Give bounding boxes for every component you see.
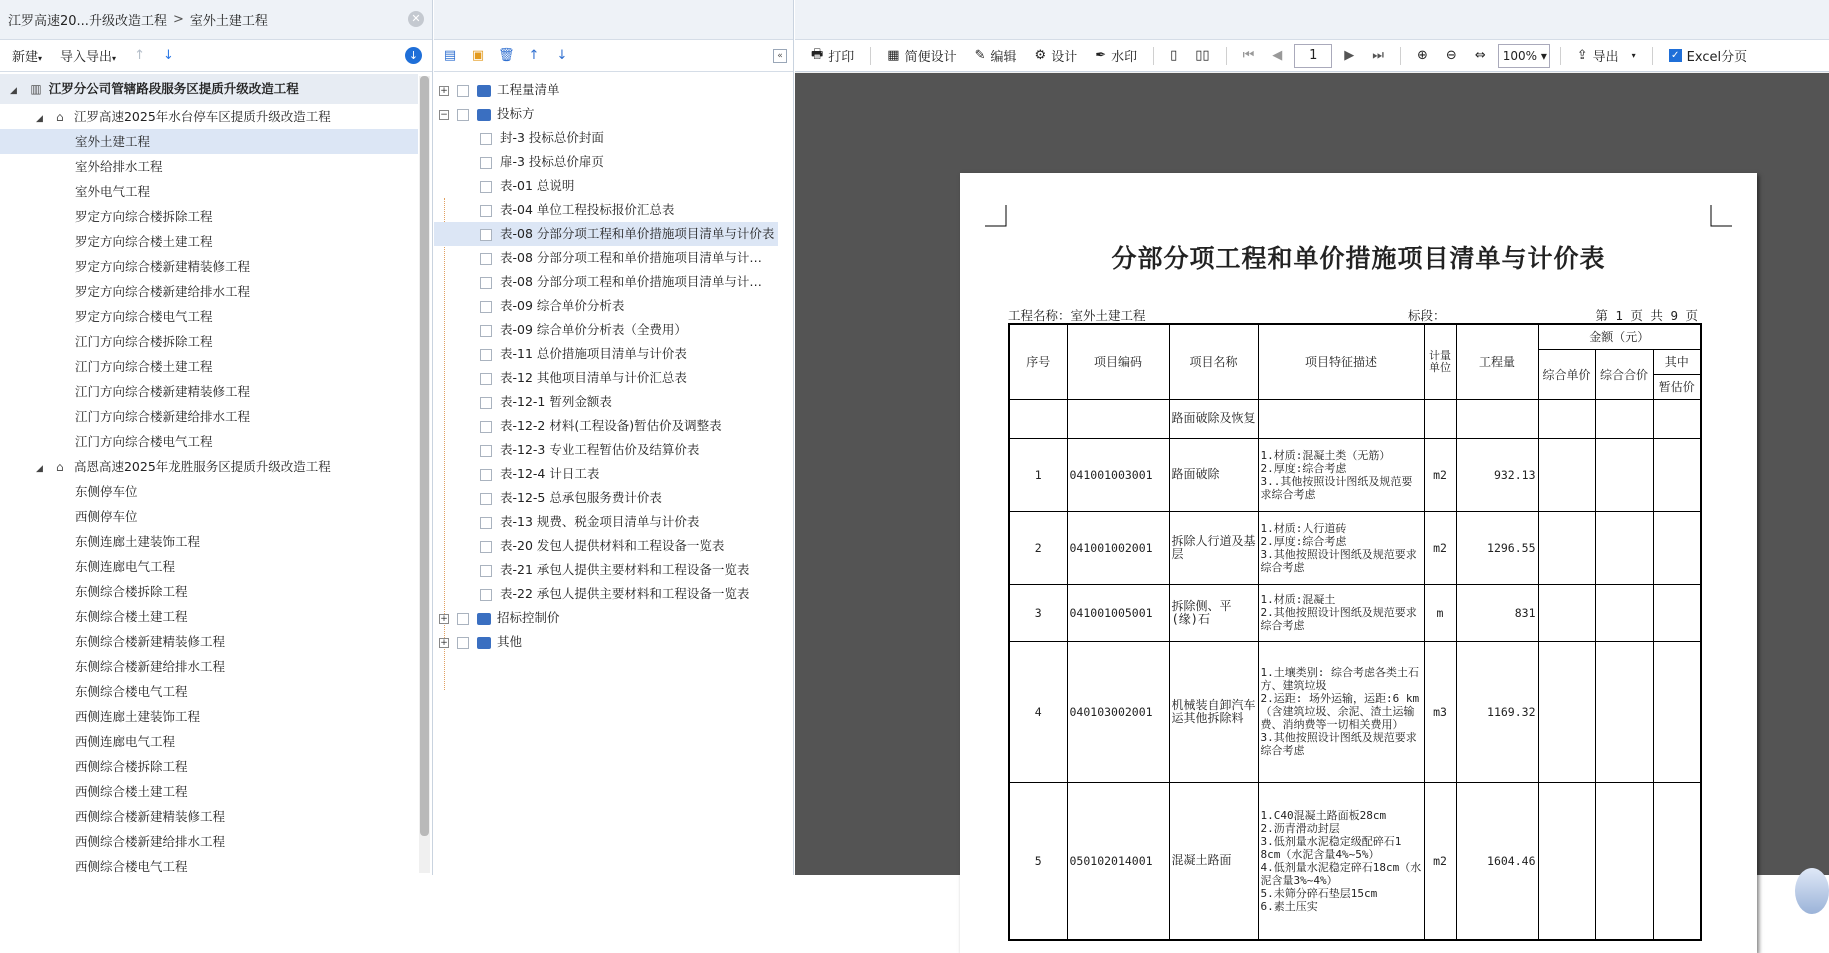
import-export-button[interactable]: 导入导出▾: [60, 50, 117, 65]
report-item[interactable]: [434, 366, 794, 390]
tree-item-label: 罗定方向综合楼新建给排水工程: [75, 284, 251, 299]
report-item-label: 表-21 承包人提供主要材料和工程设备一览表: [500, 562, 750, 577]
zoom-out-icon[interactable]: ⊖: [1445, 48, 1457, 63]
simple-design-label: 简便设计: [904, 50, 957, 65]
tree-item[interactable]: [0, 829, 418, 854]
add-report-icon[interactable]: ▤: [443, 47, 457, 63]
toolbar-divider: [1652, 47, 1653, 65]
cell-name: 拆除人行道及基层: [1169, 511, 1258, 584]
node-label: 工程量清单: [497, 82, 560, 97]
expand-icon[interactable]: +: [440, 85, 448, 96]
tree-item[interactable]: [0, 729, 418, 754]
cell-name: 机械装自卸汽车运其他拆除料: [1169, 641, 1258, 782]
delete-icon[interactable]: 🗑: [498, 47, 515, 63]
report-item-label: 表-13 规费、税金项目清单与计价表: [500, 514, 700, 529]
header-unit: 计量单位: [1424, 324, 1456, 399]
checkbox[interactable]: [480, 397, 492, 409]
checkbox[interactable]: [480, 205, 492, 217]
tree-item-label: 东侧综合楼新建给排水工程: [75, 659, 226, 674]
tree-item[interactable]: [0, 629, 418, 654]
cell-qty: 1296.55: [1456, 511, 1538, 584]
tree-item[interactable]: [0, 429, 418, 454]
cell-unit: m: [1424, 584, 1456, 641]
checkbox[interactable]: [480, 565, 492, 577]
edit-icon: ✎: [974, 48, 986, 63]
tree-item[interactable]: [0, 204, 418, 229]
checkbox[interactable]: [480, 517, 492, 529]
tree-item-label: 室外给排水工程: [75, 159, 163, 174]
tree-item[interactable]: [0, 279, 418, 304]
report-page: [960, 173, 1757, 953]
table-row: [1009, 584, 1701, 641]
scrollbar-thumb[interactable]: [420, 76, 429, 836]
report-list-panel: [434, 0, 794, 875]
report-item[interactable]: [434, 534, 794, 558]
cell-desc: 1.材质:混凝土 2.其他按照设计图纸及规范要求综合考虑: [1258, 584, 1424, 641]
header-amount: 金额（元）: [1538, 324, 1701, 349]
tree-item[interactable]: [0, 479, 418, 504]
printer-icon: 🖶: [811, 46, 824, 62]
checkbox[interactable]: [480, 325, 492, 337]
node-label: 招标控制价: [497, 610, 560, 625]
zoom-value: 100%: [1502, 48, 1538, 63]
design-grid-icon: ▦: [887, 48, 900, 63]
tree-item[interactable]: [0, 154, 418, 179]
report-item[interactable]: [434, 174, 794, 198]
cell-empty: [1653, 438, 1701, 511]
tree-item-label: 江门方向综合楼新建精装修工程: [75, 384, 251, 399]
report-item-label: 表-12-4 计日工表: [500, 466, 600, 481]
building-icon: ▥: [30, 82, 42, 96]
tree-root[interactable]: [0, 74, 418, 104]
cell-qty: 932.13: [1456, 438, 1538, 511]
export-label: 导出: [1592, 50, 1619, 65]
crop-mark: [985, 205, 1007, 227]
right-header: [795, 0, 1829, 40]
tree-item[interactable]: [0, 679, 418, 704]
report-tree: [434, 78, 794, 654]
tree-item-label: 室外土建工程: [75, 134, 151, 149]
first-page-icon[interactable]: ⏮: [1242, 48, 1255, 63]
tree-item-label: 西侧综合楼拆除工程: [75, 759, 188, 774]
header-unit-price: 综合单价: [1538, 349, 1595, 399]
cell-seq: 4: [1009, 641, 1067, 782]
breadcrumb-project[interactable]: 江罗高速20...升级改造工程: [8, 14, 167, 29]
checkbox[interactable]: [457, 613, 469, 625]
excel-paging-label: Excel分页: [1686, 50, 1748, 65]
tree-item-label: 江门方向综合楼新建给排水工程: [75, 409, 251, 424]
checkbox[interactable]: [457, 637, 469, 649]
cell-qty: 831: [1456, 584, 1538, 641]
report-item[interactable]: [434, 270, 794, 294]
report-item[interactable]: [434, 150, 794, 174]
tree-item-label: 东侧综合楼新建精装修工程: [75, 634, 226, 649]
cell-empty: [1595, 584, 1653, 641]
report-item[interactable]: [434, 486, 794, 510]
watermark-button[interactable]: [1089, 46, 1143, 65]
section-label: 标段：: [1408, 308, 1446, 323]
add-folder-icon[interactable]: ▣: [471, 47, 485, 63]
tree-group-1-label: 江罗高速2025年水台停车区提质升级改造工程: [73, 109, 331, 124]
tree-item[interactable]: [0, 579, 418, 604]
new-label: 新建: [12, 50, 39, 65]
toolbar-divider: [870, 47, 871, 65]
checkbox[interactable]: [480, 589, 492, 601]
move-up-icon[interactable]: ↑: [134, 48, 145, 63]
report-item-label: 表-01 总说明: [500, 178, 575, 193]
collapse-arrow-icon[interactable]: ◢: [36, 464, 43, 474]
tree-item-label: 西侧综合楼电气工程: [75, 859, 188, 874]
folder-icon: [477, 109, 491, 121]
edit-button[interactable]: [969, 46, 1023, 65]
crop-mark: [1710, 205, 1732, 227]
import-export-label: 导入导出: [60, 50, 113, 65]
page-info: 第 1 页 共 9 页: [1595, 308, 1698, 323]
project-panel: [0, 0, 433, 875]
check-icon: ✓: [1669, 49, 1682, 62]
checkbox[interactable]: [480, 349, 492, 361]
checkbox[interactable]: [480, 541, 492, 553]
tree-item[interactable]: [0, 379, 418, 404]
cell-desc: 1.土壤类别: 综合考虑各类土石方、建筑垃圾 2.运距: 场外运输，运距:6 km（含建筑垃圾、余泥、渣土运输费、消纳费等一切相关费用） 3.其他按照设计图纸及规范要求综合考虑: [1258, 641, 1424, 782]
cell-empty: [1595, 511, 1653, 584]
cell-unit: m2: [1424, 782, 1456, 940]
report-item[interactable]: [434, 318, 794, 342]
tree-item[interactable]: [0, 754, 418, 779]
tree-node-bill[interactable]: [434, 78, 794, 102]
checkbox[interactable]: [480, 373, 492, 385]
tree-group-2[interactable]: [0, 454, 418, 479]
folder-icon: [477, 85, 491, 97]
zoom-select[interactable]: 100% ▾: [1498, 44, 1550, 68]
fit-width-icon[interactable]: ⇔: [1474, 48, 1486, 63]
move-down-icon[interactable]: ↓: [162, 48, 174, 63]
tree-item-label: 东侧综合楼拆除工程: [75, 584, 188, 599]
report-item-label: 表-12 其他项目清单与计价汇总表: [500, 370, 687, 385]
single-page-icon[interactable]: ▯: [1170, 48, 1178, 63]
checkbox[interactable]: [480, 133, 492, 145]
tree-item-label: 江门方向综合楼电气工程: [75, 434, 213, 449]
report-item-label: 表-12-1 暂列金额表: [500, 394, 612, 409]
tree-item[interactable]: [0, 554, 418, 579]
report-item[interactable]: [434, 414, 794, 438]
report-item-label: 表-08 分部分项工程和单价措施项目清单与计价表: [500, 226, 775, 241]
tree-item-label: 罗定方向综合楼拆除工程: [75, 209, 213, 224]
cell-empty: [1653, 584, 1701, 641]
tree-item-label: 罗定方向综合楼土建工程: [75, 234, 213, 249]
watermark-label: 水印: [1111, 50, 1138, 65]
tree-item[interactable]: [0, 779, 418, 804]
report-item[interactable]: [434, 198, 794, 222]
cell-empty: [1538, 584, 1595, 641]
report-item[interactable]: [434, 222, 778, 246]
tree-node-control-price[interactable]: [434, 606, 794, 630]
header-feature: 项目特征描述: [1258, 324, 1424, 399]
tree-item-label: 罗定方向综合楼新建精装修工程: [75, 259, 251, 274]
cell-empty: [1595, 782, 1653, 940]
cell-empty: [1653, 641, 1701, 782]
cell-seq: 2: [1009, 511, 1067, 584]
report-title: 分部分项工程和单价措施项目清单与计价表: [1111, 244, 1606, 273]
download-icon[interactable]: ↓: [405, 47, 422, 64]
tree-item-label: 西侧连廊电气工程: [75, 734, 176, 749]
cell-empty: [1538, 782, 1595, 940]
section-name: 路面破除及恢复: [1169, 399, 1258, 438]
tree-item[interactable]: [0, 804, 418, 829]
cell-desc: 1.材质:人行道砖 2.厚度:综合考虑 3.其他按照设计图纸及规范要求综合考虑: [1258, 511, 1424, 584]
table-row: [1009, 438, 1701, 511]
report-item[interactable]: [434, 342, 794, 366]
report-item-label: 表-09 综合单价分析表: [500, 298, 625, 313]
tree-item[interactable]: [0, 304, 418, 329]
move-up-icon[interactable]: ↑: [528, 47, 540, 63]
cell-empty: [1653, 782, 1701, 940]
report-item[interactable]: [434, 294, 794, 318]
toolbar-divider: [1153, 47, 1154, 65]
table-row: [1009, 511, 1701, 584]
report-item-label: 封-3 投标总价封面: [500, 130, 604, 145]
tree-item[interactable]: [0, 529, 418, 554]
checkbox[interactable]: [480, 157, 492, 169]
collapse-arrow-icon[interactable]: ◢: [10, 86, 17, 96]
cell-code: 041001003001: [1067, 438, 1169, 511]
design-button[interactable]: [1029, 46, 1084, 65]
move-down-icon[interactable]: ↓: [556, 47, 568, 63]
section-row: [1009, 399, 1701, 438]
checkbox[interactable]: [480, 253, 492, 265]
simple-design-button[interactable]: [881, 46, 962, 65]
tree-item-label: 东侧连廊电气工程: [75, 559, 176, 574]
tree-item[interactable]: [0, 329, 418, 354]
report-item-label: 表-04 单位工程投标报价汇总表: [500, 202, 675, 217]
cell-qty: 1169.32: [1456, 641, 1538, 782]
cell-code: 041001005001: [1067, 584, 1169, 641]
zoom-in-icon[interactable]: ⊕: [1417, 48, 1428, 63]
report-item-label: 表-08 分部分项工程和单价措施项目清单与计…: [500, 274, 762, 289]
report-item-label: 表-12-2 材料(工程设备)暂估价及调整表: [500, 418, 722, 433]
export-button[interactable]: ⇪ 导出 ▾: [1576, 48, 1636, 65]
tree-item-label: 西侧综合楼新建精装修工程: [75, 809, 226, 824]
close-icon[interactable]: ✕: [408, 11, 424, 27]
tree-item-label: 江门方向综合楼土建工程: [75, 359, 213, 374]
cell-seq: 5: [1009, 782, 1067, 940]
checkbox[interactable]: [480, 421, 492, 433]
report-item[interactable]: [434, 126, 794, 150]
tree-item-label: 东侧综合楼土建工程: [75, 609, 188, 624]
prev-page-icon[interactable]: ◀: [1272, 48, 1283, 63]
tree-item[interactable]: [0, 229, 418, 254]
checkbox[interactable]: [480, 493, 492, 505]
header-of-which: 其中: [1653, 349, 1701, 374]
tree-node-bidder[interactable]: [434, 102, 794, 126]
cell-empty: [1595, 641, 1653, 782]
tree-item[interactable]: [0, 254, 418, 279]
design-icon: ⚙: [1034, 48, 1047, 63]
checkbox[interactable]: [480, 181, 492, 193]
export-icon: ⇪: [1576, 48, 1588, 63]
header-seq: 序号: [1009, 324, 1067, 399]
cell-seq: 3: [1009, 584, 1067, 641]
report-item[interactable]: [434, 438, 794, 462]
cell-name: 路面破除: [1169, 438, 1258, 511]
node-label: 其他: [497, 634, 523, 649]
cell-name: 拆除侧、平(缘)石: [1169, 584, 1258, 641]
print-button[interactable]: [805, 45, 860, 67]
left-scrollbar[interactable]: [419, 76, 430, 873]
tree-item-label: 东侧综合楼电气工程: [75, 684, 188, 699]
cell-unit: m2: [1424, 511, 1456, 584]
tree-item[interactable]: [0, 179, 418, 204]
print-label: 打印: [828, 50, 855, 65]
checkbox[interactable]: [480, 229, 492, 241]
report-item-label: 表-22 承包人提供主要材料和工程设备一览表: [500, 586, 750, 601]
report-meta: [1008, 306, 1698, 324]
node-label: 投标方: [497, 106, 535, 121]
left-toolbar: [0, 40, 432, 72]
cell-code: 041001002001: [1067, 511, 1169, 584]
cell-name: 混凝土路面: [1169, 782, 1258, 940]
cell-seq: 1: [1009, 438, 1067, 511]
middle-header: [434, 0, 793, 40]
cell-code: 040103002001: [1067, 641, 1169, 782]
expand-icon[interactable]: +: [440, 637, 448, 648]
checkbox[interactable]: [457, 85, 469, 97]
checkbox[interactable]: [480, 301, 492, 313]
breadcrumb-separator: >: [172, 12, 184, 27]
toolbar-divider: [1560, 47, 1561, 65]
tree-item[interactable]: [0, 704, 418, 729]
tree-item[interactable]: [0, 654, 418, 679]
tree-item[interactable]: [0, 129, 418, 154]
report-item-label: 扉-3 投标总价扉页: [500, 154, 604, 169]
tree-item-label: 江门方向综合楼拆除工程: [75, 334, 213, 349]
tree-root-label: 江罗分公司管辖路段服务区提质升级改造工程: [48, 81, 299, 96]
middle-toolbar: [434, 40, 793, 72]
report-item[interactable]: [434, 558, 794, 582]
home-icon: ⌂: [55, 460, 64, 474]
watermark-icon: ✒: [1095, 48, 1107, 63]
report-item[interactable]: [434, 510, 794, 534]
table-row: [1009, 641, 1701, 782]
new-button[interactable]: 新建▾: [12, 50, 43, 65]
header-provisional: 暂估价: [1653, 374, 1701, 399]
report-item-label: 表-11 总价措施项目清单与计价表: [500, 346, 687, 361]
report-item-label: 表-09 综合单价分析表（全费用）: [500, 322, 687, 337]
double-page-icon[interactable]: ▯▯: [1195, 48, 1210, 63]
design-label: 设计: [1051, 50, 1078, 65]
checkbox[interactable]: [480, 277, 492, 289]
header-name: 项目名称: [1169, 324, 1258, 399]
tree-node-other[interactable]: [434, 630, 794, 654]
edit-label: 编辑: [990, 50, 1017, 65]
cell-empty: [1653, 511, 1701, 584]
home-icon: ⌂: [55, 110, 64, 124]
report-preview-panel: [795, 0, 1829, 913]
cell-empty: [1538, 511, 1595, 584]
collapse-icon[interactable]: −: [440, 109, 448, 120]
header-qty: 工程量: [1456, 324, 1538, 399]
table-row: [1009, 782, 1701, 940]
cell-code: 050102014001: [1067, 782, 1169, 940]
cell-unit: m3: [1424, 641, 1456, 782]
tree-item-label: 罗定方向综合楼电气工程: [75, 309, 213, 324]
folder-icon: [477, 637, 491, 649]
header-code: 项目编码: [1067, 324, 1169, 399]
header-total: 综合合价: [1595, 349, 1653, 399]
toolbar-divider: [1400, 47, 1401, 65]
breadcrumb-current: 室外土建工程: [189, 14, 268, 29]
tree-item[interactable]: [0, 354, 418, 379]
checkbox[interactable]: [480, 445, 492, 457]
report-item[interactable]: [434, 390, 794, 414]
checkbox[interactable]: [457, 109, 469, 121]
excel-paging-checkbox[interactable]: [1663, 46, 1753, 65]
cell-empty: [1538, 641, 1595, 782]
project-name: 工程名称：室外土建工程: [1008, 308, 1146, 323]
tree-item-label: 西侧综合楼土建工程: [75, 784, 188, 799]
collapse-panel-icon[interactable]: «: [773, 49, 787, 63]
toolbar-divider: [1226, 47, 1227, 65]
tree-item-label: 西侧停车位: [75, 509, 138, 524]
last-page-icon[interactable]: ⏭: [1372, 48, 1384, 63]
tree-group-1[interactable]: [0, 104, 418, 129]
report-item[interactable]: [434, 582, 794, 606]
tree-item[interactable]: [0, 504, 418, 529]
collapse-arrow-icon[interactable]: ◢: [36, 114, 43, 124]
preview-canvas: [795, 73, 1829, 913]
report-item[interactable]: [434, 462, 794, 486]
assistant-robot-icon[interactable]: [1795, 868, 1829, 914]
cell-unit: m2: [1424, 438, 1456, 511]
report-item[interactable]: [434, 246, 794, 270]
tree-item-label: 西侧连廊土建装饰工程: [75, 709, 201, 724]
tree-item-label: 室外电气工程: [75, 184, 151, 199]
cell-desc: 1.C40混凝土路面板28cm 2.沥青滑动封层 3.低剂量水泥稳定级配碎石1 8cm（水泥含量4%~5%） 4.低剂量水泥稳定碎石18cm（水泥含量3%~4%） 5.未筛分碎石垫层15cm 6.素土压实: [1258, 782, 1424, 940]
preview-toolbar: [795, 40, 1829, 72]
cell-empty: [1595, 438, 1653, 511]
breadcrumb: [0, 0, 432, 40]
next-page-icon[interactable]: ▶: [1344, 48, 1355, 63]
tree-item-label: 东侧停车位: [75, 484, 138, 499]
expand-icon[interactable]: +: [440, 613, 448, 624]
report-item-label: 表-20 发包人提供材料和工程设备一览表: [500, 538, 725, 553]
cell-qty: 1604.46: [1456, 782, 1538, 940]
report-table: [1008, 323, 1702, 941]
tree-group-2-label: 高恩高速2025年龙胜服务区提质升级改造工程: [73, 459, 331, 474]
checkbox[interactable]: [480, 469, 492, 481]
tree-item[interactable]: [0, 404, 418, 429]
cell-desc: 1.材质:混凝土类（无筋） 2.厚度:综合考虑 3..其他按照设计图纸及规范要求综合考虑: [1258, 438, 1424, 511]
cell-empty: [1538, 438, 1595, 511]
folder-icon: [477, 613, 491, 625]
project-tree: [0, 74, 418, 875]
report-item-label: 表-12-3 专业工程暂估价及结算价表: [500, 442, 700, 457]
report-item-label: 表-08 分部分项工程和单价措施项目清单与计…: [500, 250, 762, 265]
page-number-input[interactable]: 1: [1294, 44, 1332, 68]
tree-item-label: 西侧综合楼新建给排水工程: [75, 834, 226, 849]
report-item-label: 表-12-5 总承包服务费计价表: [500, 490, 662, 505]
tree-item[interactable]: [0, 604, 418, 629]
tree-item[interactable]: [0, 854, 418, 879]
tree-item-label: 东侧连廊土建装饰工程: [75, 534, 201, 549]
